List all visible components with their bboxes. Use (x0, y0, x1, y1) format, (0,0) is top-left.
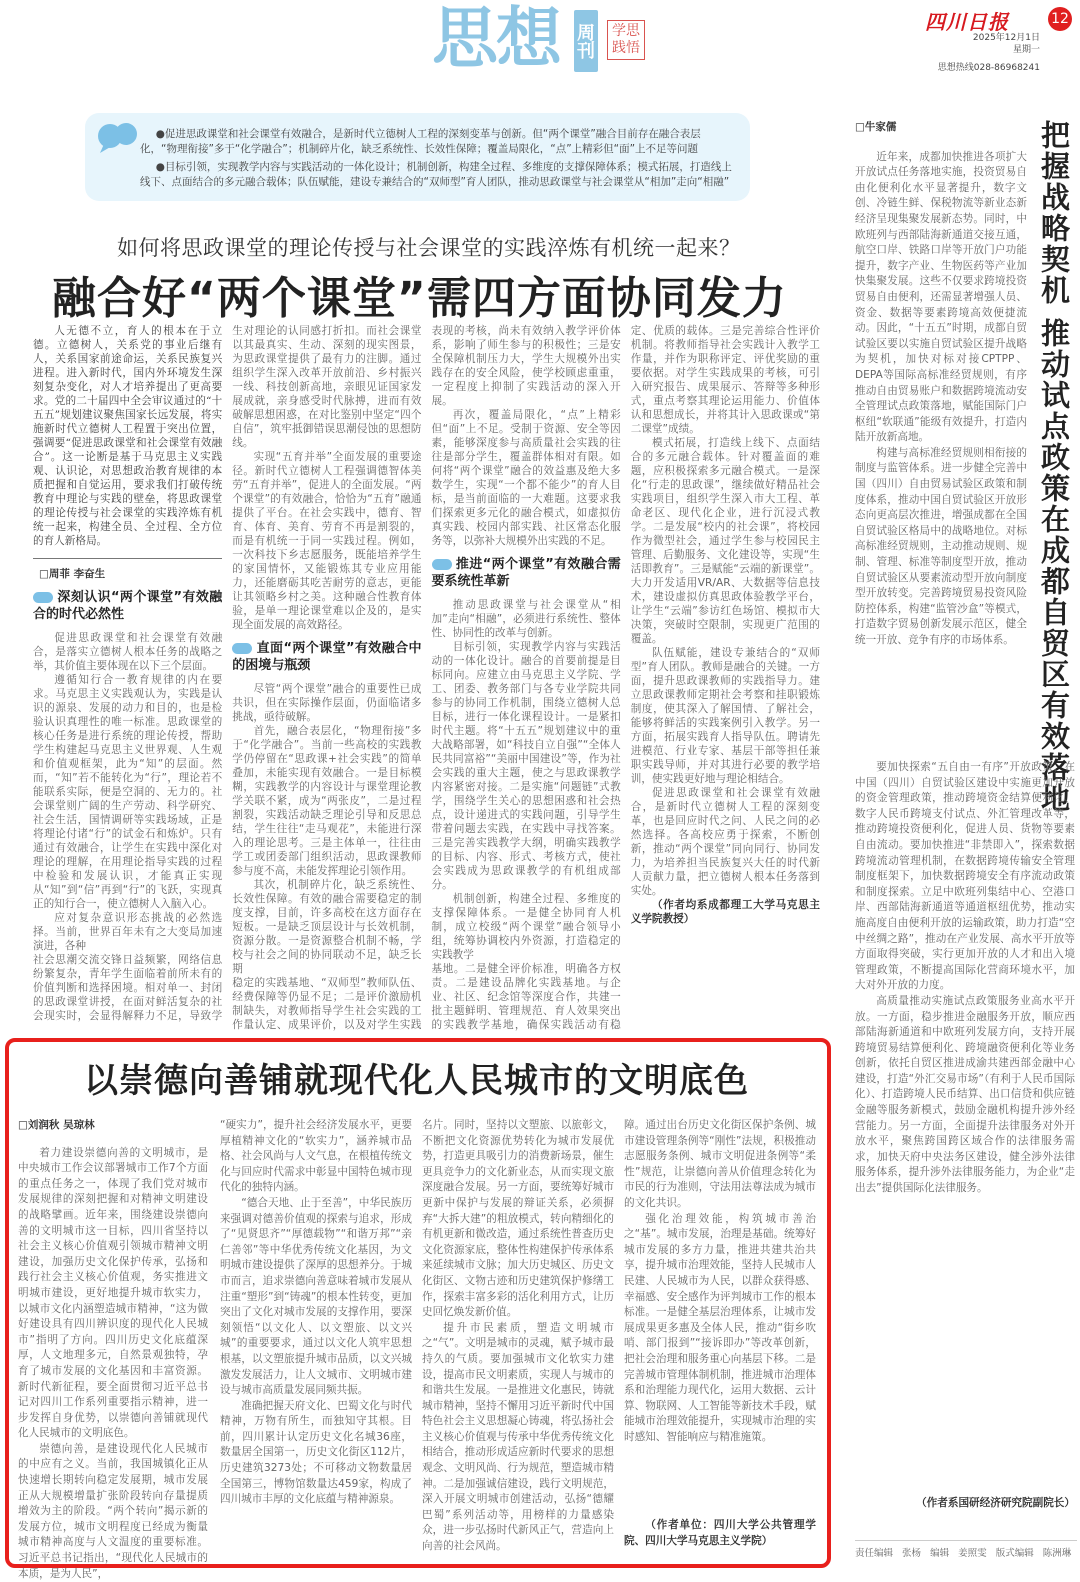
paragraph: 促进思政课堂和社会课堂有效融合，是落实立德树人根本任务的战略之举，其价值主要体现在以下三个层面。 (33, 632, 223, 672)
side-article-headline: 把握战略契机 推动试点政策在成都自贸区有效落地 (1037, 120, 1071, 815)
paragraph: 遵循知行合一教育规律的内在要求。马克思主义实践观认为，实践是认识的源泉、发展的动力和目的，也是检验认识真理性的唯一标准。思政课堂的核心任务是进行系统的理论传授，帮助学生构建起马克思主义世界观、人生观和价值观框架，此为“知”的层面。然而，“知”若不能转化为“行”，理论若不能联系实际，便是空洞的、无力的。社会课堂则广阔的生产劳动、科学研究、社会生活，国情调研等实践场域，正是将理论付诸“行”的试金石和炼炉。只有通过有效融合，让学生在实践中深化对理论的理解，在用理论指导实践的过程中检验和发展认识，才能真正实现从“知”到“信”再到“行”的飞跃，实现真正的知行合一，使立德树人入脑入心。 (33, 674, 223, 910)
paragraph: 障。通过出台历史文化街区保护条例、城市建设管理条例等“刚性”法规，积极推动志愿服务条例、城市文明促进条例等“柔性”规范，让崇德向善从价值理念转化为市民的行为准则，守法用法尊法成为城市的文化共识。 (624, 1119, 816, 1209)
editor-credits: 责任编辑 张杨 编辑 姜照雯 版式编辑 陈洲琳 (855, 1540, 1077, 1559)
newspaper-logo: 四川日报 (925, 10, 1009, 34)
article-headline: 以崇德向善铺就现代化人民城市的文明底色 (84, 1061, 749, 1101)
paragraph: 要加快探索“五自由一有序”开放政策，在中国（四川）自贸试验区建设中实施更加开放的资金管理政策，推动跨境资金结算便利化、数字人民币跨境支付试点、外汇管理改革等，推动跨境投资便利化，促进人员、货物等要素自由流动。要加快推进“非禁即入”，探索数据跨境流动管理机制，在数据跨境传输安全管理制度框架下，加快数据跨境安全有序流动政策和制度探索。立足中欧班列集结中心、空港口岸、西部陆海新通道等通道枢纽优势，推动实施高度自由便利开放的运输政策，助力打造“空中丝绸之路”，推动在产业发展、高水平开放等方面取得突破，实行更加开放的人才和出入境管理政策，不断提高国际化营商环境水平，加大对外开放的力度。 (855, 761, 1075, 992)
article-headline: 融合好“两个课堂”需四方面协同发力 (52, 273, 787, 324)
side-article-body-lower (855, 760, 1075, 1492)
issue-date: 2025年12月1日 (972, 33, 1040, 43)
speech-cloud-icon (96, 120, 140, 154)
paragraph: 着力建设崇德向善的文明城市，是中央城市工作会议部署城市工作7个方面的重点任务之一，体现了我们党对城市发展规律的深刻把握和对精神文明建设的战略擘画。近年来，围绕建设崇德向善的文明城市这一目标，四川省坚持以社会主义核心价值观引领城市精神文明建设，加强历史文化保护传承，弘扬和践行社会主义核心价值观，务实推进文明城市建设，更好地提升城市软实力，以城市文化内涵塑造城市精神，“这为做好建设具有四川辨识度的现代化人民城市”指明了方向。四川历史文化底蕴深厚，人文地理多元，自然景观独特，孕育了城市发展的文化基因和丰富资源。新时代新征程，要全面贯彻习近平总书记对四川工作系列重要指示精神，进一步发挥自身优势，以崇德向善铺就现代化人民城市的文明底色。 (18, 1146, 208, 1440)
weekday: 星期一 (1012, 45, 1040, 55)
paragraph: 促进思政课堂和社会课堂有效融合，是新时代立德树人工程的深刻变革，也是回应时代之问、人民之问的必然选择。各高校应勇于探索，不断创新，推动“两个课堂”同向同行、协同发力，为培养担当民族复兴大任的时代新人贡献力量，把立德树人根本任务落到实处。 (630, 787, 820, 897)
paragraph: 尽管“两个课堂”融合的重要性已成共识，但在实际操作层面，仍面临诸多挑战，亟待破解。 (232, 683, 422, 723)
summary-box (85, 113, 750, 201)
paragraph: “硬实力”，提升社会经济发展水平，更要厚植精神文化的“软实力”，涵养城市品格、社会风尚与人文气息，在根植传统文化与回应时代需求中彰显中国特色城市现代化的独特内涵。 (220, 1119, 412, 1194)
hotline: 思想热线028-86968241 (937, 63, 1040, 73)
author-note: （作者系国研经济研究院副院长） (916, 1497, 1075, 1509)
section-masthead: 思想 (432, 0, 560, 77)
weekly-label: 周刊 (574, 10, 598, 72)
side-article-body (855, 120, 1027, 760)
paragraph: 机制创新，构建全过程、多维度的支撑保障体系。一是健全协同育人机制，成立校级“两个课堂”融合领导小组，统筹协调校内外资源，打造稳定的实践教学 (431, 893, 621, 961)
page-number-badge: 12 (1048, 7, 1072, 31)
paragraph: 准确把握天府文化、巴蜀文化与时代精神，万物有所生，而独知守其根。目前，四川累计认定历史文化名城36座，数量居全国第一，历史文化街区112片，历史建筑3273处；不可移动文物数量居全国第三，博物馆数量达459家，构成了四川城市丰厚的文化底蕴与精神源泉。 (220, 1399, 412, 1506)
paragraph: 强化治理效能，构筑城市善治之“基”。城市发展，治理是基础。统筹好城市发展的多方力量，推进共建共治共享，提升城市治理效能，坚持人民城市人民建、人民城市为人民，以群众获得感、幸福感、安全感作为评判城市工作的根本标准。一是健全基层治理体系，让城市发展成果更多惠及全体人民，推动“街乡吹哨、部门报到”“接诉即办”等改革创新，把社会治理和服务重心向基层下移。二是完善城市管理体制机制，推进城市治理体系和治理能力现代化，运用大数据、云计算、物联网、人工智能等新技术手段，赋能城市治理效能提升，实现城市治理的实时感知、智能响应与精准施策。 (624, 1212, 816, 1443)
paragraph: 其次，机制碎片化，缺乏系统性、长效性保障。有效的融合需要稳定的制度支撑，目前，许多高校在这方面存在短板。一是缺乏顶层设计与长效机制，资源分散。一是资源整合机制不畅，学校与社会之间的协同联动不足，缺乏长期 (232, 879, 422, 975)
section-heading: 深刻认识“两个课堂”有效融合的时代必然性 (33, 590, 223, 622)
paragraph: 近年来，成都加快推进各项扩大开放试点任务落地实施，投资贸易自由化便利化水平显著提升，数字文创、冷链生鲜、保税物流等新业态新经济呈现集聚发展新态势。同时，中欧班列与西部陆海新通道交接互通，航空口岸、铁路口岸等开放门户功能提升，数字产业、生物医药等产业加快集聚发展。这些不仅要求跨境投资贸易自由便利，还需显著增强人员、资金、数据等要素跨境高效便捷流动。因此，“十五五”时期，成都自贸试验区要以实施自贸试验区提升战略为契机，加快对标对接CPTPP、DEPA等国际高标准经贸规则，有序推动自由贸易账户和数据跨境流动安全管理试点政策落地，赋能国际门户枢纽“软联通”能级有效提升，打造内陆开放新高地。 (855, 150, 1027, 444)
paragraph: 基地。二是健全评价标准，明确各方权责。二是建设品牌化实践基地。与企业、社区、纪念馆等深度合作，共建一批主题鲜明、管理规范、育人效果突出的实践教学基地，确保实践活动有稳定、优质的载体。三是完善综合性评价机制。将教师指导社会实践计入教学工作量，并作为职称评定、评优奖励的重要依据。对学生实践成果的考核，可引入研究报告、成果展示、答辩等多种形式，重点考察其理论运用能力、价值体认和思想成长，并将其计入思政课或“第二课堂”成绩。 (431, 325, 820, 1031)
section-stamp: 学思践悟 (607, 20, 645, 60)
date-info (930, 32, 1040, 74)
summary-point: ●目标引领，实现教学内容与实践活动的一体化设计；机制创新，构建全过程、多维度的支撑保障体系；模式拓展，打造线上线下、点面结合的多元融合载体；队伍赋能，建设专兼结合的“双师型”育人团队，推动思政课堂与社会课堂从“相加”走向“相融” (140, 161, 732, 188)
section-heading: 直面“两个课堂”有效融合中的困境与瓶颈 (232, 641, 422, 673)
paragraph: 崇德向善，是建设现代化人民城市的中应有之义。当前，我国城镇化正从快速增长期转向稳定发展期，城市发展正从大规模增量扩张阶段转向存量提质增效为主的阶段。“两个转向”揭示新的发展方位，城市文明程度已经成为衡量城市精神高度与人文温度的重要标准。习近平总书记指出，“现代化人民城市的本质，是为人民”， (18, 1442, 208, 1580)
author-byline: □周菲 李奋生 (39, 568, 106, 580)
section-heading: 推进“两个课堂”有效融合需要系统性革新 (431, 557, 621, 589)
author-note: （作者均系成都理工大学马克思主义学院教授） (630, 899, 820, 925)
paragraph: 提升市民素质，塑造文明城市之“气”。文明是城市的灵魂，赋予城市最持久的气质。要加强城市文化软实力建设，提高市民文明素质，实现人与城市的和谐共生发展。一是推进文化惠民，铸就城市精神，坚持不懈用习近平新时代中国特色社会主义思想凝心铸魂，将弘扬社会主义核心价值观与传承中华优秀传统文化相结合，推动形成适应新时代要求的思想观念、文明风尚、行为规范，塑造城市精神。二是加强诚信建设，践行文明规范，深入开展文明城市创建活动，弘扬“德耀巴蜀”系列活动等，用榜样的力量感染众，进一步弘扬时代新风正气，营造向上向善的社会风尚。 (422, 1321, 614, 1553)
article3-col4 (624, 1118, 816, 1516)
paragraph: 社会思潮交流交锋日益频繁，网络信息纷繁复杂，青年学生面临着前所未有的价值判断和选择困境。相对单一、封闭的思政课堂讲授，在面对鲜活复杂的社会现实时，会显得解释力不足，导致学生对理论的认同感打折扣。而社会课堂以其最真实、生动、深刻的现实图景，为思政课堂提供了最有力的注脚。通过组织学生深入改革开放前沿、乡村振兴一线、科技创新高地，亲眼见证国家发展成就，亲身感受时代脉搏，进而有效破解思想困惑，在对比鉴别中坚定“四个自信”，筑牢抵御错误思潮侵蚀的思想防线。 (33, 325, 422, 1022)
author-note: （作者单位：四川大学公共管理学院、四川大学马克思主义学院） (624, 1519, 816, 1547)
article1-body (33, 324, 820, 1034)
cloud-bullet-icon (232, 643, 252, 654)
paragraph: 名片。同时，坚持以文塑旅、以旅彰文，不断把文化资源优势转化为城市发展优势，打造更具吸引力的消费新场景，催生更具竞争力的文化新业态，从而实现文旅深度融合发展。另一方面，要统筹好城市更新中保护与发展的辩证关系，必须摒弃“大拆大建”的粗放模式，转向精细化的有机更新和微改造，通过系统性普查历史文化资源家底，整体性构建保护传承体系来延续城市文脉；加大历史城区、历史文化街区、文物古迹和历史建筑保护修缮工作，探索丰富多彩的活化利用方式，让历史回忆焕发新价值。 (422, 1119, 614, 1319)
author-byline: □刘润秋 吴琼林 (18, 1119, 95, 1131)
divider (33, 558, 222, 559)
intro-paragraph: 人无德不立，育人的根本在于立德。立德树人，关系党的事业后继有人，关系国家前途命运，关系民族复兴进程。进入新时代，国内外环境发生深刻复杂变化，对人才培养提出了更高要求。党的二十届四中全会审议通过的“十五五”规划建议聚焦国家长远发展，将实施新时代立德树人工程置于突出位置，强调要“促进思政课堂和社会课堂有效融合”。这一论断是基于马克思主义实践观、认识论，对思想政治教育规律的本质把握和自觉运用，要求我们打破传统教育中理论与实践的壁垒，将思政课堂的理论传授与社会课堂的实践淬炼有机统一起来，构建全员、全过程、全方位的育人新格局。 (33, 325, 223, 547)
article3-col2 (220, 1118, 412, 1550)
paragraph: 目标引领，实现教学内容与实践活动的一体化设计。融合的首要前提是目标同向。应建立由马克思主义学院、学工、团委、教务部门与各专业学院共同参与的协同工作机制，围绕立德树人总目标，进行一体化课程设计。一是紧扣时代主题。将“十五五”规划建议中的重大战略部署，如“科技自立自强”“全体人民共同富裕”“美丽中国建设”等，作为社会实践的重大主题，使之与思政课教学内容紧密对接。二是实施“问题链”式教学，围绕学生关心的思想困惑和社会热点，设计递进式的实践问题，引导学生带着问题去实践，在实践中寻找答案。三是完善实践教学大纲，明确实践教学的目标、内容、形式、考核方式，使社会实践成为思政课教学的有机组成部分。 (431, 641, 621, 891)
paragraph: 应对复杂意识形态挑战的必然选择。当前，世界百年未有之大变局加速演进，各种 (33, 912, 223, 952)
paragraph: 稳定的实践基地、“双师型”教师队伍、经费保障等仍显不足；二是评价激励机制缺失，对教师指导学生社会实践的工作量认定、成果评价，以及对学生实践表现的考核，尚未有效纳入教学评价体系，影响了师生参与的积极性；三是安全保障机制压力大，学生大规模外出实践存在的安全风险，使学校顾虑重重，一定程度上抑制了实践活动的深入开展。 (232, 325, 621, 1031)
article3-col3 (422, 1118, 614, 1553)
cloud-bullet-icon (33, 592, 53, 603)
paragraph: 再次，覆盖局限化，“点”上精彩但“面”上不足。受制于资源、安全等因素，能够深度参与高质量社会实践的往往是部分学生，覆盖群体相对有限。如何将“两个课堂”融合的效益惠及绝大多数学生，实现“一个都不能少”的育人目标，是当前面临的一大难题。这要求我们探索更多元化的融合模式，如虚拟仿真实践、校园内部实践、社区常态化服务等，以弥补大规模外出实践的不足。 (431, 409, 621, 547)
paragraph: 模式拓展，打造线上线下、点面结合的多元融合载体。针对覆盖面的难题，应积极探索多元融合模式。一是深化“行走的思政课”，继续做好精品社会实践项目，组织学生深入市大工程、革命老区、现代化企业，进行沉浸式教学。二是发展“校内的社会课”，将校园作为微型社会，通过学生参与校园民主管理、后勤服务、文化建设等，实现“生活即教育”。三是赋能“云端的新课堂”。大力开发适用VR/AR、大数据等信息技术，建设虚拟仿真思政体验教学平台，让学生“云端”参访红色场馆、模拟市大决策，突破时空限制，实现更广范围的覆盖。 (630, 437, 820, 645)
paragraph: 实现“五育并举”全面发展的重要途径。新时代立德树人工程强调德智体美劳“五育并举”，促进人的全面发展。“两个课堂”的有效融合，恰恰为“五育”融通提供了平台。在社会实践中，德育、智育、体育、美育、劳育不再是割裂的，而是有机统一于同一实践过程。例如，一次科技下乡志愿服务，既能培养学生的家国情怀，又能锻炼其专业应用能力，还能磨砺其吃苦耐劳的意志，更能让其领略乡村之美。这种融合性教育体验，是单一理论课堂难以企及的，是实现全面发展的高效路径。 (232, 451, 422, 631)
paragraph: 构建与高标准经贸规则相衔接的制度与监管体系。进一步健全完善中国（四川）自由贸易试验区政策和制度体系，推动中国自贸试验区开放形态向更高层次推进，增强成都在全国自贸试验区格局中的战略地位。对标高标准经贸规则，主动推动规则、规制、管理、标准等制度型开放，推动自贸试验区从要素流动型开放向制度型开放转变。完善跨境贸易投资风险防控体系，构建“监管沙盒”等模式，打造数字贸易创新发展示范区，健全统一开放、竞争有序的市场体系。 (855, 446, 1027, 646)
summary-point: ●促进思政课堂和社会课堂有效融合，是新时代立德树人工程的深刻变革与创新。但“两个课堂”融合目前存在融合表层化，“物理衔接”多于“化学融合”；机制碎片化，缺乏系统性、长效性保障；覆盖局限化，“点”上精彩但“面”上不足等问题 (140, 128, 701, 155)
paragraph: 队伍赋能，建设专兼结合的“双师型”育人团队。教师是融合的关键。一方面，提升思政课教师的实践指导力。建立思政课教师定期社会考察和挂职锻炼制度，使其深入了解国情、了解社会，能够将鲜活的实践案例引入教学。另一方面，拓展实践育人指导队伍。聘请先进模范、行业专家、基层干部等担任兼职实践导师，并对其进行必要的教学培训，使实践更好地与理论相结合。 (630, 647, 820, 785)
paragraph: “德合天地、止于至善”，中华民族历来强调对德善价值观的探索与追求，形成了“见贤思齐”“厚德载物”“和谐万邦”“亲仁善邻”等中华优秀传统文化基因，为文明城市建设提供了深厚的思想养分。于城市而言，追求崇德向善意味着城市发展从注重“塑形”到“铸魂”的根本性转变，更加突出了文化对城市发展的支撑作用，要深刻领悟“以文化人、以文塑旅、以文兴城”的重要要求，通过以文化人筑牢思想根基，以文塑旅提升城市品质，以文兴城激发发展活力，让人文城市、文明城市建设与城市高质量发展同频共振。 (220, 1196, 412, 1397)
article-subtitle: 如何将思政课堂的理论传授与社会课堂的实践淬炼有机统一起来？ (117, 236, 741, 260)
paragraph: 推动思政课堂与社会课堂从“相加”走向“相融”，必须进行系统性、整体性、协同性的改革与创新。 (431, 599, 621, 639)
author-byline: □牛家儒 (855, 121, 897, 133)
paragraph: 首先，融合表层化，“物理衔接”多于“化学融合”。当前一些高校的实践教学仍停留在“思政课+社会实践”的简单叠加，未能实现有效融合。一是目标模糊，实践教学的内容设计与课堂理论教学关联不紧，成为“两张皮”，二是过程割裂，实践活动缺乏理论引导和反思总结，学生往往“走马观花”，未能进行深入的理论思考。三是主体单一，往往由学工或团委部门组织活动，思政课教师参与度不高，未能发挥理论引领作用。 (232, 725, 422, 877)
article3-col1 (18, 1118, 208, 1580)
paragraph: 高质量推动实施试点政策服务业高水平开放。一方面，稳步推进金融服务开放，顺应西部陆海新通道和中欧班列发展方向，支持开展跨境贸易结算便利化、跨境融资便利化等业务创新，依托自贸区推进成渝共建西部金融中心建设，打造“外汇交易市场”（有利于人民币国际化）、打造跨境人民币结算、出口信贷和供应链金融等服务新模式，鼓励金融机构提升涉外经营能力。另一方面，全面提升法律服务对外开放水平，聚焦跨国跨区域合作的法律服务需求，加快天府中央法务区建设，健全涉外法律服务体系，提升涉外法律服务能力，为企业“走出去”提供国际化法律服务。 (855, 994, 1075, 1195)
cloud-bullet-icon (432, 559, 452, 570)
